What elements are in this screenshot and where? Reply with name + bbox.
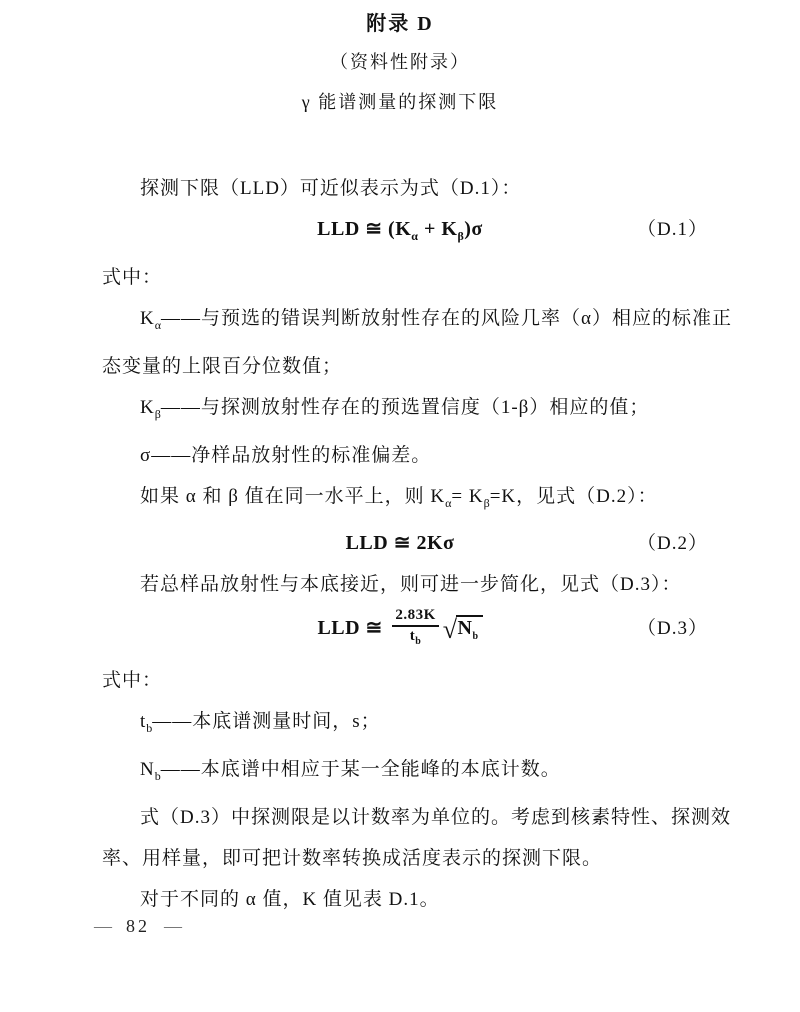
formula-d1-sub-alpha: α bbox=[411, 229, 419, 243]
fraction-numerator: 2.83K bbox=[392, 608, 438, 627]
appendix-subtitle: （资料性附录） bbox=[330, 52, 470, 72]
formula-d3 bbox=[102, 605, 708, 660]
formula-d2-expression: LLD ≅ 2Kσ bbox=[345, 532, 455, 555]
definition-sigma bbox=[102, 435, 698, 476]
definition-k-beta-text: ——与探测放射性存在的预选置信度（1-β）相应的值； bbox=[160, 396, 650, 418]
definition-k-beta bbox=[102, 387, 698, 435]
symbol-tb: t bbox=[140, 711, 147, 733]
condition-sub-alpha: α bbox=[445, 495, 452, 510]
spacer bbox=[102, 122, 698, 168]
fraction bbox=[392, 608, 438, 647]
page-number: 82 bbox=[126, 916, 150, 936]
page-footer bbox=[94, 916, 182, 937]
symbol-tb-sub: b bbox=[146, 721, 153, 736]
definition-nb-text: ——本底谱中相应于某一全能峰的本底计数。 bbox=[160, 759, 561, 781]
paragraph-note-line2: 率、用样量，即可把计数率转换成活度表示的探测下限。 bbox=[102, 847, 603, 869]
definition-tb-text: ——本底谱测量时间，s； bbox=[152, 711, 381, 733]
symbol-k-beta-sub: β bbox=[154, 406, 161, 421]
formula-d3-expression bbox=[317, 607, 482, 648]
symbol-t: t bbox=[409, 628, 416, 645]
radicand bbox=[456, 615, 483, 643]
paragraph-note-line1: 式（D.3）中探测限是以计数率为单位的。考虑到核素特性、探测效 bbox=[140, 806, 731, 828]
symbol-n: N bbox=[457, 617, 473, 640]
symbol-nb-sub: b bbox=[154, 768, 161, 783]
formula-d2 bbox=[102, 523, 708, 564]
definition-tb bbox=[102, 701, 698, 749]
symbol-n-sub: b bbox=[472, 631, 479, 643]
symbol-k-alpha-sub: α bbox=[154, 317, 162, 332]
paragraph-where-2: 式中： bbox=[102, 670, 163, 692]
symbol-k-alpha: K bbox=[140, 308, 155, 329]
paragraph-intro: 探测下限（LLD）可近似表示为式（D.1）： bbox=[140, 178, 522, 199]
definition-nb bbox=[102, 749, 698, 797]
formula-d3-lhs: LLD ≅ bbox=[317, 617, 389, 640]
definition-k-alpha-continuation: 态变量的上限百分位数值； bbox=[102, 355, 343, 377]
paragraph-closing: 对于不同的 α 值，K 值见表 D.1。 bbox=[140, 888, 440, 910]
equation-tag-d2: （D.2） bbox=[637, 533, 708, 555]
equation-tag-d3: （D.3） bbox=[637, 618, 708, 640]
condition-part2: = K bbox=[451, 485, 484, 507]
footer-dash-left: — bbox=[94, 916, 112, 936]
paragraph-where-1: 式中： bbox=[102, 267, 163, 288]
condition-sub-beta: β bbox=[483, 495, 490, 510]
symbol-nb: N bbox=[140, 759, 155, 781]
sqrt-sign: √ bbox=[442, 615, 458, 645]
formula-d1-part2: + K bbox=[418, 218, 458, 240]
condition-part1: 如果 α 和 β 值在同一水平上，则 K bbox=[140, 485, 446, 507]
formula-d1 bbox=[102, 209, 708, 257]
fraction-denominator bbox=[392, 627, 438, 647]
formula-d1-part1: LLD ≅ (K bbox=[317, 218, 412, 240]
appendix-heading: γ 能谱测量的探测下限 bbox=[301, 92, 499, 112]
paragraph-simplify: 若总样品放射性与本底接近，则可进一步简化，见式（D.3）： bbox=[140, 574, 682, 596]
symbol-sigma: σ bbox=[140, 444, 152, 466]
appendix-title: 附录 D bbox=[366, 13, 434, 35]
formula-d1-expression bbox=[317, 218, 483, 243]
equation-tag-d1: （D.1） bbox=[637, 219, 708, 240]
formula-d1-sub-beta: β bbox=[457, 229, 465, 243]
formula-d1-part3: )σ bbox=[464, 218, 483, 240]
footer-dash-right: — bbox=[164, 916, 182, 936]
definition-sigma-text: ——净样品放射性的标准偏差。 bbox=[151, 444, 432, 466]
symbol-t-sub: b bbox=[415, 636, 422, 648]
paragraph-condition bbox=[102, 476, 698, 524]
definition-k-alpha-text: ——与预选的错误判断放射性存在的风险几率（α）相应的标准正 bbox=[161, 308, 732, 329]
symbol-k-beta: K bbox=[140, 396, 155, 418]
condition-part3: =K，见式（D.2）： bbox=[489, 485, 658, 507]
definition-k-alpha bbox=[102, 298, 732, 346]
